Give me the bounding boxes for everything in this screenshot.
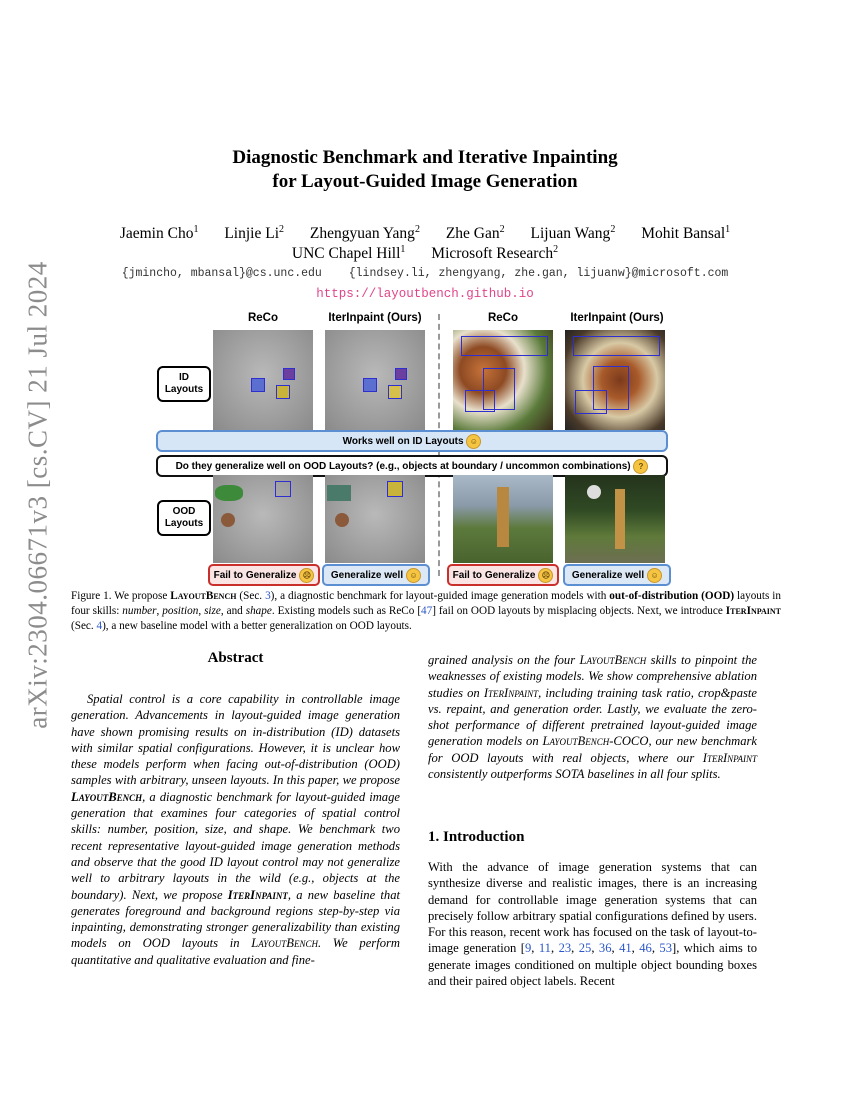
- citation-link[interactable]: 11: [538, 941, 551, 956]
- object-blob: [335, 513, 349, 527]
- section-link[interactable]: 4: [96, 620, 103, 632]
- object-blob: [215, 485, 243, 501]
- bbox: [251, 378, 265, 392]
- email-unc: {jmincho, mbansal}@cs.unc.edu: [121, 267, 322, 280]
- image-iterinpaint-id: [325, 330, 425, 430]
- citation-link[interactable]: 23: [558, 941, 572, 956]
- bbox: [275, 481, 291, 497]
- bbox: [573, 336, 660, 356]
- tag-fail-reco-coco: Fail to Generalize ☹: [447, 564, 559, 586]
- id-layouts-label: ID Layouts: [157, 366, 211, 402]
- works-well-bar: Works well on ID Layouts ☺: [156, 430, 668, 452]
- figure-caption: Figure 1. We propose LayoutBench (Sec. 3), a diagnostic benchmark for layout-guided image generation models with out-of-distribution (OOD) layouts in four skills: number, position, size, and shape. Existing models such as ReCo [47] fail on OOD layouts by misplacing objects. Next, we introduce IterInpaint (Sec. 4), a new baseline model with a better generalization on OOD layouts.: [71, 590, 782, 632]
- title-line-1: Diagnostic Benchmark and Iterative Inpainting: [232, 147, 618, 168]
- affiliation: Microsoft Research$^2$: [431, 244, 559, 262]
- bbox: [387, 481, 403, 497]
- abstract-text: Spatial control is a core capability in controllable image generation. Advancements in layout-guided image generation have shown promising results on in-distribution (ID) datasets with similar spatial configurations. However, it is unclear how these models perform when facing out-of-distribution (OOD) samples with arbitrary, unseen layouts. In this paper, we propose LayoutBench, a diagnostic benchmark for layout-guided image generation that examines four categories of spatial control skills: number, position, size, and shape. We benchmark two recent representative layout-guided image generation methods and observe that the good ID layout control may not generalize well to arbitrary layouts in the wild (e.g., objects at the boundary). Next, we propose IterInpaint, a new baseline that generates foreground and background regions step-by-step via inpainting, demonstrating stronger generalizability than existing models on OOD layouts in LayoutBench. We perform quantitative and qualitative evaluation and fine-: [71, 692, 400, 967]
- image-iterinpaint-coco-ood: [565, 475, 665, 563]
- section-link[interactable]: 3: [265, 590, 271, 602]
- affiliations: [0, 244, 850, 264]
- smile-emoji-icon: ☺: [466, 434, 481, 449]
- abstract-heading: Abstract: [207, 650, 264, 666]
- author: Zhe Gan$^2$: [445, 224, 505, 242]
- affiliation: UNC Chapel Hill$^1$: [291, 244, 406, 262]
- citation-link[interactable]: 53: [659, 941, 673, 956]
- smile-emoji-icon: ☺: [406, 568, 421, 583]
- image-reco-id: [213, 330, 313, 430]
- author: Lijuan Wang$^2$: [530, 224, 616, 242]
- email-microsoft: {lindsey.li, zhengyang, zhe.gan, lijuanw}@microsoft.com: [348, 267, 729, 280]
- giraffe-shape: [497, 487, 509, 547]
- object-blob: [221, 513, 235, 527]
- arxiv-stamp: arXiv:2304.06671v3 [cs.CV] 21 Jul 2024: [22, 261, 53, 729]
- image-iterinpaint-ood: [325, 475, 425, 563]
- tag-generalize-iterinpaint-coco: Generalize well ☺: [563, 564, 671, 586]
- bbox: [283, 368, 295, 380]
- image-iterinpaint-coco-id: [565, 330, 665, 430]
- bbox: [575, 390, 607, 414]
- col-header-iterinpaint-coco: IterInpaint (Ours): [570, 312, 664, 324]
- clock-shape: [587, 485, 601, 499]
- bbox: [395, 368, 407, 380]
- bbox: [465, 390, 495, 412]
- author: Zhengyuan Yang$^2$: [309, 224, 420, 242]
- bbox: [461, 336, 548, 356]
- abstract-text-continued: grained analysis on the four LayoutBench skills to pinpoint the weaknesses of existing models. We show comprehensive ablation studies on IterInpaint, including training task ratio, crop&paste vs. repaint, and generation order. Lastly, we evaluate the zero-shot performance of different pretrained layout-guided image generation models on LayoutBench-COCO, our new benchmark for OOD layouts with real objects, where our IterInpaint consistently outperforms SOTA baselines in all four splits.: [428, 653, 758, 782]
- citation-link[interactable]: 25: [578, 941, 592, 956]
- citation-link[interactable]: 9: [524, 941, 532, 956]
- col-header-iterinpaint-id: IterInpaint (Ours): [328, 312, 422, 324]
- paper-title: [0, 146, 850, 194]
- author-block: [0, 224, 850, 264]
- author: Jaemin Cho$^1$: [119, 224, 199, 242]
- tag-fail-reco: Fail to Generalize ☹: [208, 564, 320, 586]
- emails: [0, 267, 850, 280]
- image-reco-coco-id: [453, 330, 553, 430]
- bbox: [388, 385, 402, 399]
- bbox: [363, 378, 377, 392]
- sad-emoji-icon: ☹: [299, 568, 314, 583]
- citation-link[interactable]: 36: [598, 941, 612, 956]
- figure-1: [150, 312, 700, 587]
- tag-generalize-iterinpaint: Generalize well ☺: [322, 564, 430, 586]
- giraffe-shape: [615, 489, 625, 549]
- image-reco-coco-ood: [453, 475, 553, 563]
- author-list: [0, 224, 850, 244]
- introduction-text: With the advance of image generation systems that can synthesize diverse and realistic images, there is an increasing demand for controllable image generation systems that can precisely follow arbitrary spatial configurations defined by users. For this reason, recent work has focused on the task of layout-to-image generation [9, 11, 23, 25, 36, 41, 46, 53], which aims to generate images conditioned on multiple object bounding boxes and their paired object labels. Recent: [428, 860, 757, 989]
- sad-emoji-icon: ☹: [538, 568, 553, 583]
- introduction-heading: 1. Introduction: [428, 829, 525, 845]
- title-line-2: for Layout-Guided Image Generation: [272, 171, 578, 192]
- ood-layouts-label: OOD Layouts: [157, 500, 211, 536]
- col-header-reco-id: ReCo: [247, 312, 279, 324]
- project-url[interactable]: https://layoutbench.github.io: [316, 287, 534, 301]
- thinking-emoji-icon: ?: [633, 459, 648, 474]
- col-header-reco-coco: ReCo: [487, 312, 519, 324]
- citation-link[interactable]: 47: [421, 605, 433, 617]
- object-blob: [327, 485, 351, 501]
- image-reco-ood: [213, 475, 313, 563]
- author: Mohit Bansal$^1$: [641, 224, 731, 242]
- generalize-question-bar: Do they generalize well on OOD Layouts? (e.g., objects at boundary / uncommon combinations) ?: [156, 455, 668, 477]
- smile-emoji-icon: ☺: [647, 568, 662, 583]
- citation-link[interactable]: 41: [619, 941, 632, 956]
- bbox: [276, 385, 290, 399]
- citation-link[interactable]: 46: [639, 941, 652, 956]
- author: Linjie Li$^2$: [224, 224, 284, 242]
